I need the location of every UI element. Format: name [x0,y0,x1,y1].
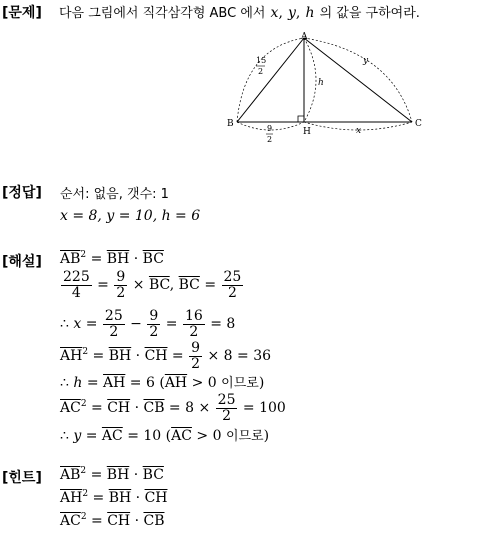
solution-line-4: $\overline{AH}^2 = \overline{BH} \cdot \overline{CH}$ = $\frac{9}{2}$ × 8 = 36 [60,340,272,372]
right-angle-mark [298,116,304,122]
problem-tag: [문제] [2,5,42,21]
problem-text: 다음 그림에서 직각삼각형 ABC 에서 x, y, h 의 값을 구하여라. [59,5,420,21]
hint-line-1: $\overline{AB}^2 = \overline{BH} \cdot \overline{BC}$ [60,466,164,483]
label-a: A [301,32,308,42]
arc-ah [304,38,316,122]
solution-line-2: $\frac{225}{4}$ = $\frac{9}{2}$ × $\overline{BC}$, $\overline{BC}$ = $\frac{25}{2}$ [63,269,242,301]
label-x-side: x [356,126,362,136]
solution-line-5: ∴ $h = \overline{AH} = 6$ ($\overline{AH} > 0$ 이므로) [60,375,265,391]
solution-line-1: $\overline{AB}^2 = \overline{BH} \cdot \overline{BC}$ [60,250,164,267]
hint-line-2: $\overline{AH}^2 = \overline{BH} \cdot \overline{CH}$ [60,489,168,506]
label-bh-den: 2 [267,135,273,144]
answer-tag: [정답] [2,185,42,201]
label-h-side: h [318,78,324,88]
solution-line-3: ∴ x = $\frac{25}{2}$ − $\frac{9}{2}$ = $\frac{16}{2}$ = 8 [60,308,236,340]
answer-values: x = 8, y = 10, h = 6 [60,208,201,224]
label-h: H [303,127,311,137]
answer-count-line: 순서: 없음, 갯수: 1 [60,187,169,202]
solution-line-6: $\overline{AC}^2 = \overline{CH} \cdot \overline{CB} = 8$ × $\frac{25}{2}$ = 100 [60,392,286,424]
solution-line-7: ∴ $y = \overline{AC} = 10$ ($\overline{AC} > 0$ 이므로) [60,428,270,444]
label-c: C [415,119,422,129]
problem-text-prefix: 다음 그림에서 직각삼각형 ABC 에서 [59,6,266,21]
side-ab [237,38,304,122]
problem-text-suffix: 의 값을 구하여라. [319,6,420,21]
hint-line-3: $\overline{AC}^2 = \overline{CH} \cdot \overline{CB}$ [60,512,165,529]
label-b: B [227,119,234,129]
hint-tag: [힌트] [2,470,42,486]
label-ab-num: 15 [256,56,267,65]
solution-tag: [해설] [2,254,42,270]
label-bh-num: 9 [267,124,273,133]
label-ab-den: 2 [258,67,264,76]
triangle-diagram [222,30,432,150]
label-y-side: y [363,56,369,66]
